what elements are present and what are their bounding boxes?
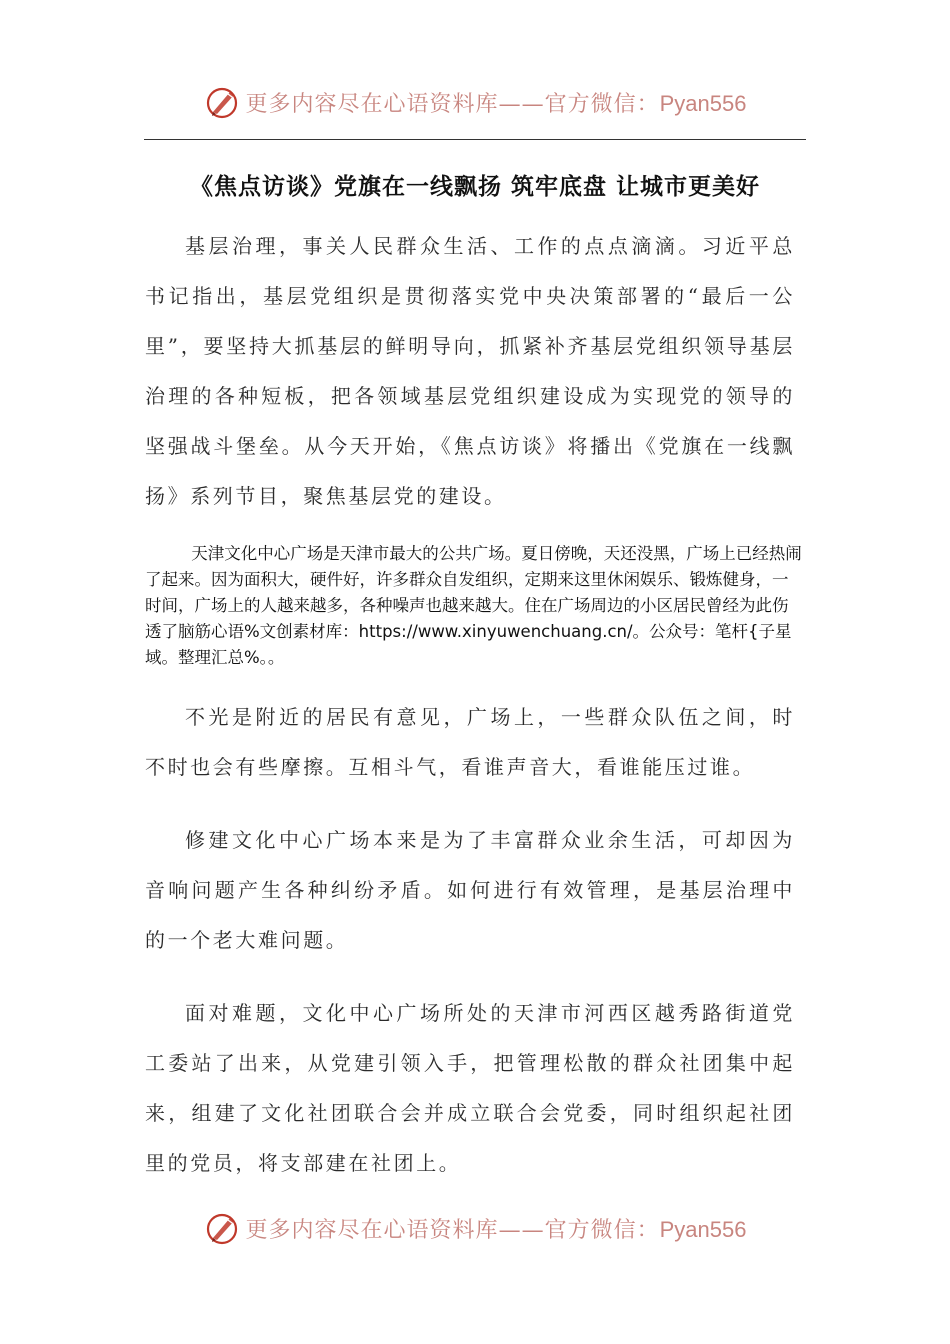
header-wechat-id: Pyan556 xyxy=(659,90,747,116)
footer-wechat-label: 官方微信： xyxy=(544,1217,660,1243)
page-title: 《焦点访谈》党旗在一线飘扬 筑牢底盘 让城市更美好 xyxy=(189,174,760,201)
header-watermark xyxy=(0,80,950,124)
footer-separator: —— xyxy=(498,1217,545,1243)
paragraph-intro: 基层治理，事关人民群众生活、工作的点点滴滴。习近平总书记指出，基层党组织是贯彻落实党中央决策部署的“最后一公里”，要坚持大抓基层的鲜明导向，抓紧补齐基层党组织领导基层治理的各种短板，把各领域基层党组织建设成为实现党的领导的坚强战斗堡垒。从今天开始，《焦点访谈》将播出《党旗在一线飘扬》系列节目，聚焦基层党的建设。 xyxy=(145,234,795,508)
footer-wechat-id: Pyan556 xyxy=(659,1216,747,1242)
paragraph-friction: 不光是附近的居民有意见，广场上，一些群众队伍之间，时不时也会有些摩擦。互相斗气，看谁声音大，看谁能压过谁。 xyxy=(145,705,795,779)
paragraph-solution: 面对难题，文化中心广场所处的天津市河西区越秀路街道党工委站了出来，从党建引领入手，把管理松散的群众社团集中起来，组建了文化社团联合会并成立联合会党委，同时组织起社团里的党员，将支部建在社团上。 xyxy=(145,1001,795,1175)
pen-logo-icon xyxy=(204,1210,240,1246)
header-separator: —— xyxy=(498,91,545,117)
header-wechat-label: 官方微信： xyxy=(544,91,660,117)
footer-watermark xyxy=(0,1206,950,1250)
header-divider xyxy=(144,139,806,140)
paragraph-problem: 修建文化中心广场本来是为了丰富群众业余生活，可却因为音响问题产生各种纠纷矛盾。如何进行有效管理，是基层治理中的一个老大难问题。 xyxy=(145,828,795,952)
header-brand-text: 更多内容尽在心语资料库 xyxy=(245,91,499,117)
paragraph-plaza: 天津文化中心广场是天津市最大的公共广场。夏日傍晚，天还没黑，广场上已经热闹了起来。因为面积大，硬件好，许多群众自发组织，定期来这里休闲娱乐、锻炼健身，一时间，广场上的人越来越多，各种噪声也越来越大。住在广场周边的小区居民曾经为此伤透了脑筋心语%文创素材库：https://www.xinyuwenchuang.cn/。公众号：笔杆{子星域。整理汇总%。。 xyxy=(145,544,802,667)
pen-logo-icon xyxy=(204,84,240,120)
footer-brand-text: 更多内容尽在心语资料库 xyxy=(245,1217,499,1243)
footer-brand-line xyxy=(246,1213,747,1244)
header-brand-line xyxy=(246,87,747,118)
